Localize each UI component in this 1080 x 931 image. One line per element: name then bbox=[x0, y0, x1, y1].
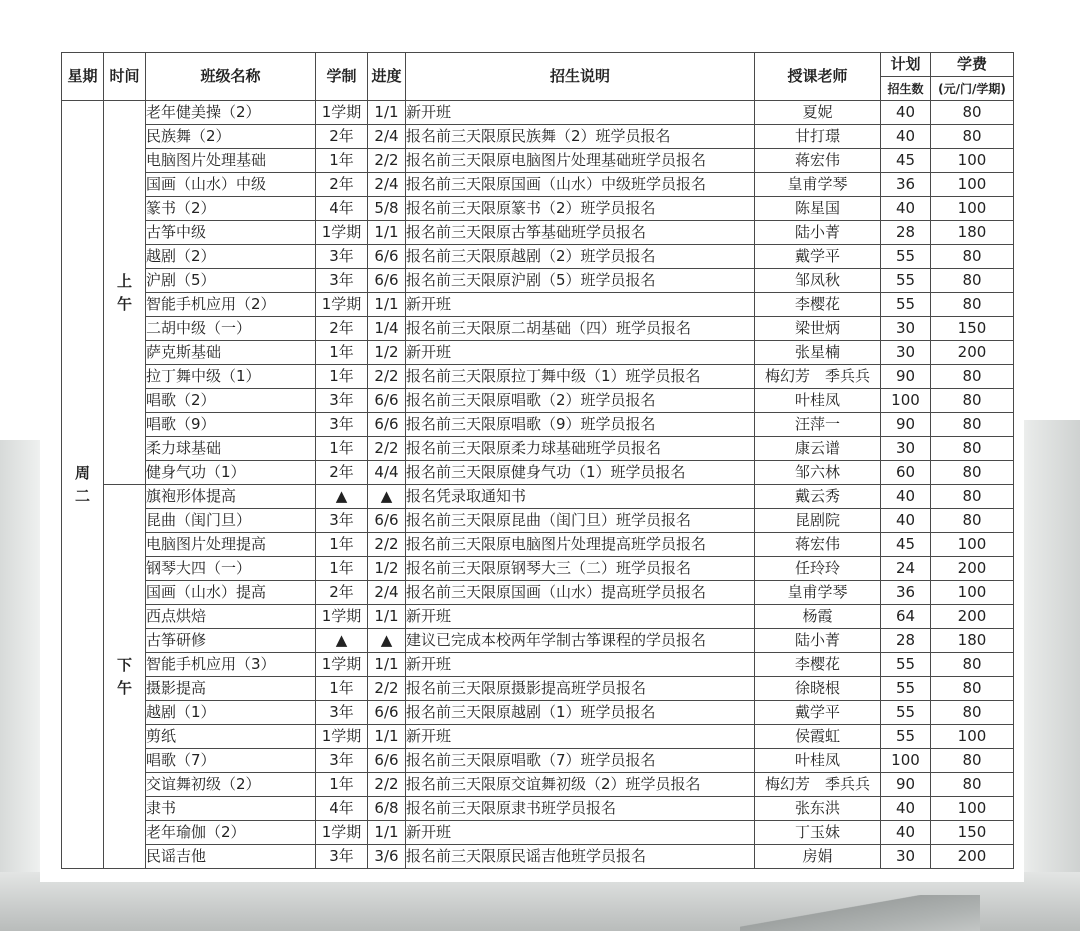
notes-cell: 报名前三天限原国画（山水）提高班学员报名 bbox=[406, 581, 755, 605]
progress-cell: 6/6 bbox=[368, 413, 406, 437]
notes-cell: 报名前三天限原电脑图片处理提高班学员报名 bbox=[406, 533, 755, 557]
progress-cell: ▲ bbox=[368, 485, 406, 509]
table-row bbox=[62, 749, 1014, 773]
progress-cell: ▲ bbox=[368, 629, 406, 653]
fee-cell: 100 bbox=[931, 581, 1014, 605]
table-row bbox=[62, 245, 1014, 269]
plan-cell: 45 bbox=[881, 149, 931, 173]
fee-cell: 80 bbox=[931, 245, 1014, 269]
teacher-cell: 任玲玲 bbox=[755, 557, 881, 581]
table-row bbox=[62, 509, 1014, 533]
teacher-cell: 梅幻芳 季兵兵 bbox=[755, 773, 881, 797]
fee-cell: 80 bbox=[931, 749, 1014, 773]
notes-cell: 建议已完成本校两年学制古筝课程的学员报名 bbox=[406, 629, 755, 653]
teacher-cell: 陈星国 bbox=[755, 197, 881, 221]
notes-cell: 新开班 bbox=[406, 341, 755, 365]
progress-cell: 2/2 bbox=[368, 677, 406, 701]
duration-cell: 2年 bbox=[316, 581, 368, 605]
duration-cell: 3年 bbox=[316, 413, 368, 437]
table-row bbox=[62, 149, 1014, 173]
plan-cell: 28 bbox=[881, 221, 931, 245]
table-row bbox=[62, 605, 1014, 629]
progress-cell: 2/2 bbox=[368, 773, 406, 797]
progress-cell: 6/6 bbox=[368, 269, 406, 293]
teacher-cell: 侯霞虹 bbox=[755, 725, 881, 749]
duration-cell: 1学期 bbox=[316, 293, 368, 317]
duration-cell: 3年 bbox=[316, 245, 368, 269]
fee-cell: 100 bbox=[931, 797, 1014, 821]
header-time: 时间 bbox=[104, 53, 146, 101]
plan-cell: 36 bbox=[881, 581, 931, 605]
period-cell-afternoon bbox=[104, 485, 146, 869]
plan-cell: 30 bbox=[881, 845, 931, 869]
fee-cell: 80 bbox=[931, 485, 1014, 509]
table-row bbox=[62, 629, 1014, 653]
plan-cell: 24 bbox=[881, 557, 931, 581]
duration-cell: 1学期 bbox=[316, 221, 368, 245]
duration-cell: 3年 bbox=[316, 389, 368, 413]
header-plan-sub: 招生数 bbox=[881, 77, 931, 101]
class-name-cell: 沪剧（5） bbox=[146, 269, 316, 293]
duration-cell: 1年 bbox=[316, 365, 368, 389]
table-row bbox=[62, 197, 1014, 221]
notes-cell: 报名前三天限原越剧（2）班学员报名 bbox=[406, 245, 755, 269]
class-name-cell: 智能手机应用（2） bbox=[146, 293, 316, 317]
plan-cell: 40 bbox=[881, 125, 931, 149]
notes-cell: 报名凭录取通知书 bbox=[406, 485, 755, 509]
fee-cell: 80 bbox=[931, 437, 1014, 461]
progress-cell: 1/1 bbox=[368, 821, 406, 845]
teacher-cell: 丁玉妹 bbox=[755, 821, 881, 845]
fee-cell: 80 bbox=[931, 653, 1014, 677]
teacher-cell: 夏妮 bbox=[755, 101, 881, 125]
notes-cell: 报名前三天限原健身气功（1）班学员报名 bbox=[406, 461, 755, 485]
duration-cell: 4年 bbox=[316, 197, 368, 221]
teacher-cell: 叶桂凤 bbox=[755, 749, 881, 773]
plan-cell: 100 bbox=[881, 389, 931, 413]
class-name-cell: 唱歌（2） bbox=[146, 389, 316, 413]
fee-cell: 180 bbox=[931, 221, 1014, 245]
header-duration: 学制 bbox=[316, 53, 368, 101]
class-name-cell: 旗袍形体提高 bbox=[146, 485, 316, 509]
teacher-cell: 戴学平 bbox=[755, 701, 881, 725]
duration-cell: 3年 bbox=[316, 749, 368, 773]
progress-cell: 4/4 bbox=[368, 461, 406, 485]
class-name-cell: 剪纸 bbox=[146, 725, 316, 749]
teacher-cell: 梅幻芳 季兵兵 bbox=[755, 365, 881, 389]
teacher-cell: 皇甫学琴 bbox=[755, 581, 881, 605]
progress-cell: 2/4 bbox=[368, 581, 406, 605]
class-name-cell: 拉丁舞中级（1） bbox=[146, 365, 316, 389]
fee-cell: 80 bbox=[931, 125, 1014, 149]
duration-cell: 3年 bbox=[316, 845, 368, 869]
table-row bbox=[62, 701, 1014, 725]
fee-cell: 200 bbox=[931, 845, 1014, 869]
progress-cell: 2/2 bbox=[368, 149, 406, 173]
class-name-cell: 电脑图片处理提高 bbox=[146, 533, 316, 557]
teacher-cell: 李樱花 bbox=[755, 293, 881, 317]
notes-cell: 报名前三天限原沪剧（5）班学员报名 bbox=[406, 269, 755, 293]
notes-cell: 报名前三天限原电脑图片处理基础班学员报名 bbox=[406, 149, 755, 173]
duration-cell: 1年 bbox=[316, 149, 368, 173]
fee-cell: 80 bbox=[931, 701, 1014, 725]
duration-cell: 1年 bbox=[316, 557, 368, 581]
notes-cell: 报名前三天限原昆曲（闺门旦）班学员报名 bbox=[406, 509, 755, 533]
class-name-cell: 昆曲（闺门旦） bbox=[146, 509, 316, 533]
notes-cell: 新开班 bbox=[406, 725, 755, 749]
notes-cell: 报名前三天限原民族舞（2）班学员报名 bbox=[406, 125, 755, 149]
progress-cell: 6/6 bbox=[368, 245, 406, 269]
fee-cell: 180 bbox=[931, 629, 1014, 653]
teacher-cell: 陆小菁 bbox=[755, 629, 881, 653]
teacher-cell: 张星楠 bbox=[755, 341, 881, 365]
fee-cell: 80 bbox=[931, 101, 1014, 125]
fee-cell: 200 bbox=[931, 605, 1014, 629]
table-row bbox=[62, 677, 1014, 701]
table-row bbox=[62, 125, 1014, 149]
notes-cell: 报名前三天限原摄影提高班学员报名 bbox=[406, 677, 755, 701]
header-weekday: 星期 bbox=[62, 53, 104, 101]
duration-cell: ▲ bbox=[316, 485, 368, 509]
progress-cell: 6/6 bbox=[368, 749, 406, 773]
plan-cell: 55 bbox=[881, 653, 931, 677]
table-row bbox=[62, 485, 1014, 509]
notes-cell: 新开班 bbox=[406, 605, 755, 629]
table-row bbox=[62, 389, 1014, 413]
notes-cell: 报名前三天限原越剧（1）班学员报名 bbox=[406, 701, 755, 725]
duration-cell: 2年 bbox=[316, 125, 368, 149]
table-row bbox=[62, 293, 1014, 317]
fee-cell: 80 bbox=[931, 773, 1014, 797]
progress-cell: 1/1 bbox=[368, 725, 406, 749]
duration-cell: 1年 bbox=[316, 677, 368, 701]
header-fee: 学费 bbox=[931, 53, 1014, 77]
fee-cell: 100 bbox=[931, 197, 1014, 221]
table-row bbox=[62, 461, 1014, 485]
header-row bbox=[62, 53, 1014, 77]
progress-cell: 2/4 bbox=[368, 173, 406, 197]
duration-cell: 3年 bbox=[316, 509, 368, 533]
progress-cell: 6/6 bbox=[368, 701, 406, 725]
duration-cell: 1学期 bbox=[316, 821, 368, 845]
fee-cell: 80 bbox=[931, 293, 1014, 317]
class-name-cell: 唱歌（7） bbox=[146, 749, 316, 773]
table-row bbox=[62, 773, 1014, 797]
teacher-cell: 康云谱 bbox=[755, 437, 881, 461]
duration-cell: 1学期 bbox=[316, 725, 368, 749]
table-row bbox=[62, 437, 1014, 461]
progress-cell: 1/1 bbox=[368, 101, 406, 125]
notes-cell: 报名前三天限原交谊舞初级（2）班学员报名 bbox=[406, 773, 755, 797]
progress-cell: 1/1 bbox=[368, 293, 406, 317]
plan-cell: 55 bbox=[881, 677, 931, 701]
class-name-cell: 古筝研修 bbox=[146, 629, 316, 653]
fee-cell: 80 bbox=[931, 389, 1014, 413]
duration-cell: 1年 bbox=[316, 437, 368, 461]
class-name-cell: 民族舞（2） bbox=[146, 125, 316, 149]
fee-cell: 80 bbox=[931, 269, 1014, 293]
plan-cell: 30 bbox=[881, 341, 931, 365]
teacher-cell: 邹六林 bbox=[755, 461, 881, 485]
notes-cell: 新开班 bbox=[406, 101, 755, 125]
header-plan: 计划 bbox=[881, 53, 931, 77]
notes-cell: 报名前三天限原唱歌（2）班学员报名 bbox=[406, 389, 755, 413]
class-name-cell: 篆书（2） bbox=[146, 197, 316, 221]
period-cell-morning bbox=[104, 101, 146, 485]
fee-cell: 80 bbox=[931, 509, 1014, 533]
fee-cell: 80 bbox=[931, 365, 1014, 389]
notes-cell: 报名前三天限原唱歌（7）班学员报名 bbox=[406, 749, 755, 773]
teacher-cell: 陆小菁 bbox=[755, 221, 881, 245]
class-name-cell: 萨克斯基础 bbox=[146, 341, 316, 365]
fee-cell: 80 bbox=[931, 677, 1014, 701]
notes-cell: 报名前三天限原唱歌（9）班学员报名 bbox=[406, 413, 755, 437]
progress-cell: 1/1 bbox=[368, 605, 406, 629]
teacher-cell: 蒋宏伟 bbox=[755, 149, 881, 173]
plan-cell: 100 bbox=[881, 749, 931, 773]
progress-cell: 6/6 bbox=[368, 389, 406, 413]
progress-cell: 1/2 bbox=[368, 341, 406, 365]
plan-cell: 40 bbox=[881, 197, 931, 221]
class-name-cell: 交谊舞初级（2） bbox=[146, 773, 316, 797]
period-label-afternoon: 下午 bbox=[116, 655, 132, 697]
teacher-cell: 昆剧院 bbox=[755, 509, 881, 533]
fee-cell: 80 bbox=[931, 413, 1014, 437]
table-row bbox=[62, 101, 1014, 125]
table-row bbox=[62, 173, 1014, 197]
duration-cell: 4年 bbox=[316, 797, 368, 821]
duration-cell: 2年 bbox=[316, 173, 368, 197]
plan-cell: 90 bbox=[881, 365, 931, 389]
weekday-cell bbox=[62, 101, 104, 869]
class-name-cell: 西点烘焙 bbox=[146, 605, 316, 629]
fee-cell: 200 bbox=[931, 557, 1014, 581]
schedule-body bbox=[62, 101, 1014, 869]
plan-cell: 40 bbox=[881, 485, 931, 509]
plan-cell: 55 bbox=[881, 245, 931, 269]
plan-cell: 40 bbox=[881, 797, 931, 821]
plan-cell: 64 bbox=[881, 605, 931, 629]
progress-cell: 3/6 bbox=[368, 845, 406, 869]
table-row bbox=[62, 317, 1014, 341]
class-name-cell: 民谣吉他 bbox=[146, 845, 316, 869]
teacher-cell: 甘打璟 bbox=[755, 125, 881, 149]
teacher-cell: 徐晓根 bbox=[755, 677, 881, 701]
notes-cell: 报名前三天限原隶书班学员报名 bbox=[406, 797, 755, 821]
table-row bbox=[62, 269, 1014, 293]
duration-cell: 1学期 bbox=[316, 653, 368, 677]
class-name-cell: 越剧（1） bbox=[146, 701, 316, 725]
fee-cell: 150 bbox=[931, 317, 1014, 341]
duration-cell: 2年 bbox=[316, 317, 368, 341]
class-name-cell: 国画（山水）提高 bbox=[146, 581, 316, 605]
class-name-cell: 健身气功（1） bbox=[146, 461, 316, 485]
plan-cell: 90 bbox=[881, 773, 931, 797]
class-name-cell: 越剧（2） bbox=[146, 245, 316, 269]
progress-cell: 2/4 bbox=[368, 125, 406, 149]
class-name-cell: 钢琴大四（一） bbox=[146, 557, 316, 581]
notes-cell: 报名前三天限原拉丁舞中级（1）班学员报名 bbox=[406, 365, 755, 389]
progress-cell: 5/8 bbox=[368, 197, 406, 221]
notes-cell: 报名前三天限原民谣吉他班学员报名 bbox=[406, 845, 755, 869]
duration-cell: 1学期 bbox=[316, 101, 368, 125]
teacher-cell: 汪萍一 bbox=[755, 413, 881, 437]
plan-cell: 55 bbox=[881, 269, 931, 293]
progress-cell: 1/1 bbox=[368, 221, 406, 245]
class-name-cell: 老年瑜伽（2） bbox=[146, 821, 316, 845]
teacher-cell: 蒋宏伟 bbox=[755, 533, 881, 557]
notes-cell: 新开班 bbox=[406, 821, 755, 845]
class-name-cell: 智能手机应用（3） bbox=[146, 653, 316, 677]
period-label-morning: 上午 bbox=[116, 271, 132, 313]
teacher-cell: 戴云秀 bbox=[755, 485, 881, 509]
header-class-name: 班级名称 bbox=[146, 53, 316, 101]
teacher-cell: 邹凤秋 bbox=[755, 269, 881, 293]
class-name-cell: 古筝中级 bbox=[146, 221, 316, 245]
table-row bbox=[62, 581, 1014, 605]
class-name-cell: 电脑图片处理基础 bbox=[146, 149, 316, 173]
fee-cell: 150 bbox=[931, 821, 1014, 845]
teacher-cell: 房娟 bbox=[755, 845, 881, 869]
table-row bbox=[62, 725, 1014, 749]
fee-cell: 100 bbox=[931, 725, 1014, 749]
notes-cell: 报名前三天限原柔力球基础班学员报名 bbox=[406, 437, 755, 461]
teacher-cell: 戴学平 bbox=[755, 245, 881, 269]
class-name-cell: 隶书 bbox=[146, 797, 316, 821]
table-row bbox=[62, 821, 1014, 845]
notes-cell: 报名前三天限原古筝基础班学员报名 bbox=[406, 221, 755, 245]
notes-cell: 新开班 bbox=[406, 293, 755, 317]
weekday-label: 周二 bbox=[74, 463, 90, 505]
header-notes: 招生说明 bbox=[406, 53, 755, 101]
plan-cell: 40 bbox=[881, 821, 931, 845]
notes-cell: 报名前三天限原二胡基础（四）班学员报名 bbox=[406, 317, 755, 341]
progress-cell: 2/2 bbox=[368, 365, 406, 389]
plan-cell: 55 bbox=[881, 701, 931, 725]
table-row bbox=[62, 797, 1014, 821]
teacher-cell: 叶桂凤 bbox=[755, 389, 881, 413]
plan-cell: 55 bbox=[881, 725, 931, 749]
teacher-cell: 杨霞 bbox=[755, 605, 881, 629]
duration-cell: 1学期 bbox=[316, 605, 368, 629]
duration-cell: 3年 bbox=[316, 269, 368, 293]
fee-cell: 100 bbox=[931, 149, 1014, 173]
class-name-cell: 国画（山水）中级 bbox=[146, 173, 316, 197]
plan-cell: 90 bbox=[881, 413, 931, 437]
progress-cell: 2/2 bbox=[368, 533, 406, 557]
plan-cell: 36 bbox=[881, 173, 931, 197]
fee-cell: 200 bbox=[931, 341, 1014, 365]
header-teacher: 授课老师 bbox=[755, 53, 881, 101]
table-row bbox=[62, 365, 1014, 389]
progress-cell: 2/2 bbox=[368, 437, 406, 461]
class-name-cell: 二胡中级（一） bbox=[146, 317, 316, 341]
table-row bbox=[62, 413, 1014, 437]
class-name-cell: 摄影提高 bbox=[146, 677, 316, 701]
table-row bbox=[62, 557, 1014, 581]
table-row bbox=[62, 845, 1014, 869]
class-name-cell: 老年健美操（2） bbox=[146, 101, 316, 125]
progress-cell: 1/4 bbox=[368, 317, 406, 341]
notes-cell: 新开班 bbox=[406, 653, 755, 677]
teacher-cell: 梁世炳 bbox=[755, 317, 881, 341]
plan-cell: 28 bbox=[881, 629, 931, 653]
teacher-cell: 李樱花 bbox=[755, 653, 881, 677]
duration-cell: 1年 bbox=[316, 341, 368, 365]
duration-cell: 2年 bbox=[316, 461, 368, 485]
notes-cell: 报名前三天限原篆书（2）班学员报名 bbox=[406, 197, 755, 221]
header-progress: 进度 bbox=[368, 53, 406, 101]
table-row bbox=[62, 653, 1014, 677]
fee-cell: 100 bbox=[931, 533, 1014, 557]
duration-cell: 3年 bbox=[316, 701, 368, 725]
fee-cell: 80 bbox=[931, 461, 1014, 485]
plan-cell: 40 bbox=[881, 101, 931, 125]
class-name-cell: 唱歌（9） bbox=[146, 413, 316, 437]
fee-cell: 100 bbox=[931, 173, 1014, 197]
progress-cell: 6/6 bbox=[368, 509, 406, 533]
header-fee-sub: (元/门/学期) bbox=[931, 77, 1014, 101]
duration-cell: 1年 bbox=[316, 533, 368, 557]
table-row bbox=[62, 533, 1014, 557]
progress-cell: 6/8 bbox=[368, 797, 406, 821]
plan-cell: 40 bbox=[881, 509, 931, 533]
plan-cell: 45 bbox=[881, 533, 931, 557]
plan-cell: 30 bbox=[881, 437, 931, 461]
table-row bbox=[62, 341, 1014, 365]
plan-cell: 60 bbox=[881, 461, 931, 485]
background-roof-shape bbox=[740, 895, 980, 931]
duration-cell: ▲ bbox=[316, 629, 368, 653]
notes-cell: 报名前三天限原钢琴大三（二）班学员报名 bbox=[406, 557, 755, 581]
plan-cell: 55 bbox=[881, 293, 931, 317]
class-name-cell: 柔力球基础 bbox=[146, 437, 316, 461]
notes-cell: 报名前三天限原国画（山水）中级班学员报名 bbox=[406, 173, 755, 197]
teacher-cell: 皇甫学琴 bbox=[755, 173, 881, 197]
duration-cell: 1年 bbox=[316, 773, 368, 797]
progress-cell: 1/1 bbox=[368, 653, 406, 677]
teacher-cell: 张东洪 bbox=[755, 797, 881, 821]
progress-cell: 1/2 bbox=[368, 557, 406, 581]
plan-cell: 30 bbox=[881, 317, 931, 341]
table-row bbox=[62, 221, 1014, 245]
course-schedule-table bbox=[61, 52, 1014, 869]
